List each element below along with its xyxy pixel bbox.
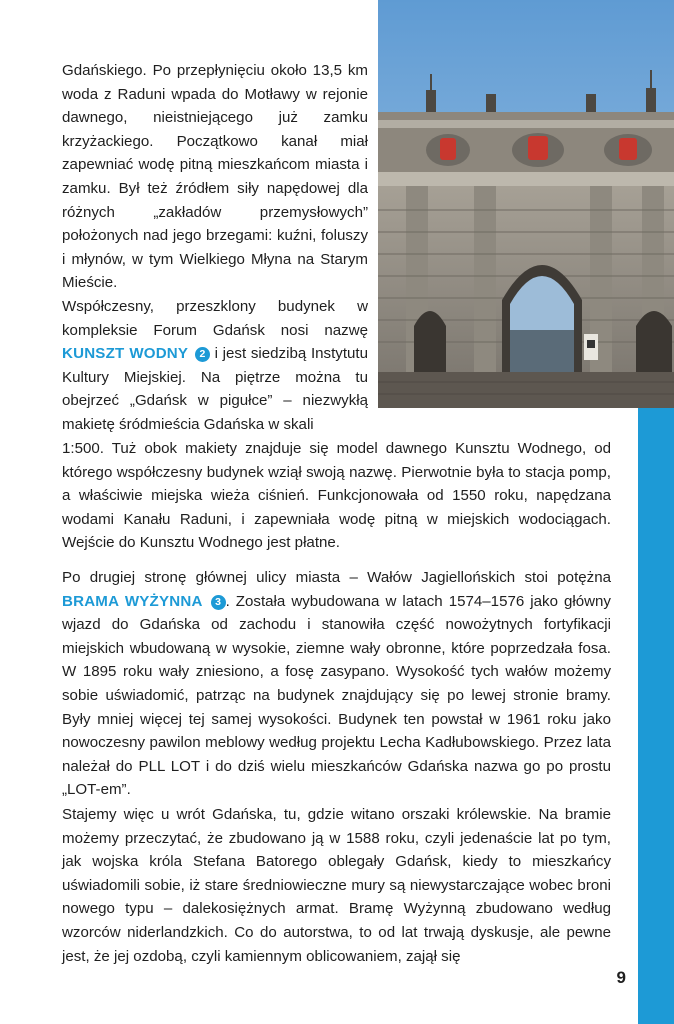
paragraph-kunszt-wodny xyxy=(62,295,368,437)
paragraph-text xyxy=(62,566,611,802)
text-run: . Została wybudowana w latach 1574–1576 jako główny wjazd do Gdańska od zachodu i stanowiła część nowożytnych fortyfikacji miejskich wbudowaną w wysokie, ziemne wały obronne, które poprzedzała fosa. W 1895 roku wały zniesiono, a fosę zasypano. Wysokość tych wałów możemy sobie uświadomić, patrząc na budynek znajdujący się po lewej stronie bramy. Były mniej więcej tej samej wysokości. Budynek ten powstał w 1961 roku jako nowoczesny pawilon meblowy według projektu Lecha Kadłubowskiego. Przez lata należał do PLL LOT i do dziś wielu mieszkańców Gdańska nazwa go po prostu „LOT-em”. xyxy=(62,592,611,799)
map-marker-badge: 2 xyxy=(195,347,210,362)
margin-accent-bar xyxy=(638,408,674,1024)
paragraph-kunszt-continuation xyxy=(62,437,611,555)
text-run: i jest siedzibą Instytutu Kultury Miejskiej. Na piętrze można tu obejrzeć „Gdańsk w pigułce” – niezwykłą makietę śródmieścia Gdańska w skali xyxy=(62,345,368,433)
keyword-brama-wyzynna: BRAMA WYŻYNNA xyxy=(62,592,203,610)
paragraph-text: Stajemy więc u wrót Gdańska, tu, gdzie witano orszaki królewskie. Na bramie możemy przeczytać, że zbudowano ją w 1588 roku, czyli jedenaście lat po tym, jak wojska króla Stefana Batorego oblegały Gdańsk, kiedy to mieszkańcy uświadomili sobie, iż stare średniowieczne mury są niewystarczające wobec broni nowego typu – dalekosiężnych armat. Bramę Wyżynną zbudowano według wzorców niderlandzkich. Co do autorstwa, to od lat trwają dyskusje, ale pewne jest, że jej ozdobą, czyli kamiennym oblicowaniem, zajął się xyxy=(62,806,611,965)
brama-wyzynna-photo xyxy=(378,0,674,408)
paragraph-canal-history xyxy=(62,59,368,295)
paragraph-text: 1:500. Tuż obok makiety znajduje się model dawnego Kunsztu Wodnego, od którego współczesny budynek wziął swoją nazwę. Pierwotnie była to stacja pomp, a właściwie miejska wieża ciśnień. Funkcjonowała od 1550 roku, napędzana wodami Kanału Raduni, i zapewniała wodę pitną w miejskich wodociągach. Wejście do Kunsztu Wodnego jest płatne. xyxy=(62,440,611,552)
paragraph-gate-history xyxy=(62,803,611,968)
paragraph-brama-wyzynna xyxy=(62,566,611,802)
paragraph-text: Gdańskiego. Po przepłynięciu około 13,5 km woda z Raduni wpada do Motławy w rejonie dawnego, nieistniejącego już zamku krzyżackiego. Początkowo kanał miał zapewniać wodę pitną mieszkańcom miasta i zamku. Był też źródłem siły napędowej dla różnych „zakładów przemysłowych” położonych nad jego brzegami: kuźni, foluszy i młynów, w tym Wielkiego Młyna na Starym Mieście. xyxy=(62,62,368,292)
map-marker-badge: 3 xyxy=(211,595,226,610)
text-run: Współczesny, przeszklony budynek w kompleksie Forum Gdańsk nosi nazwę xyxy=(62,298,368,339)
text-run: Po drugiej stronę głównej ulicy miasta – Wałów Jagiellońskich stoi potężna xyxy=(62,569,611,586)
keyword-kunszt-wodny: KUNSZT WODNY xyxy=(62,345,189,363)
page-number: 9 xyxy=(616,968,626,987)
paragraph-text xyxy=(62,295,368,437)
